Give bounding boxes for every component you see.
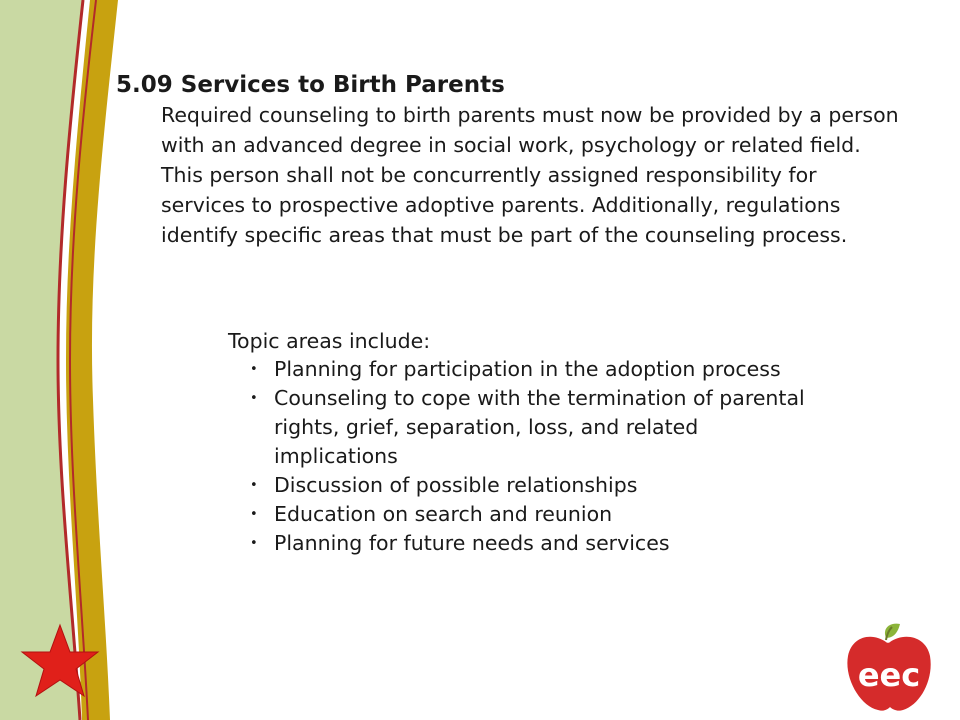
topic-text: Planning for future needs and services [274,531,670,555]
topic-list [250,355,820,558]
eec-logo [842,622,938,714]
logo-text: eec [857,656,921,694]
list-item [250,500,820,529]
list-item [250,529,820,558]
topic-text: Planning for participation in the adoption process [274,357,781,381]
bullet-icon: • [250,478,258,493]
bullet-icon: • [250,507,258,522]
topics-intro: Topic areas include: [228,329,431,353]
bullet-icon: • [250,362,258,377]
bullet-icon: • [250,391,258,406]
list-item [250,384,820,471]
topic-text: Counseling to cope with the termination of parental rights, grief, separation, loss, and related implications [274,386,805,468]
topic-text: Education on search and reunion [274,502,613,526]
slide-body-text: Required counseling to birth parents must now be provided by a person with an advanced degree in social work, psychology or related field. This person shall not be concurrently assigned responsibility for services to prospective adoptive parents. Additionally, regulations identify specific areas that must be part of the counseling process. [161,103,899,247]
list-item [250,355,820,384]
side-decoration [0,0,140,720]
topic-text: Discussion of possible relationships [274,473,638,497]
gold-band [66,0,118,720]
bullet-icon: • [250,536,258,551]
list-item [250,471,820,500]
slide-title: 5.09 Services to Birth Parents [116,72,505,98]
